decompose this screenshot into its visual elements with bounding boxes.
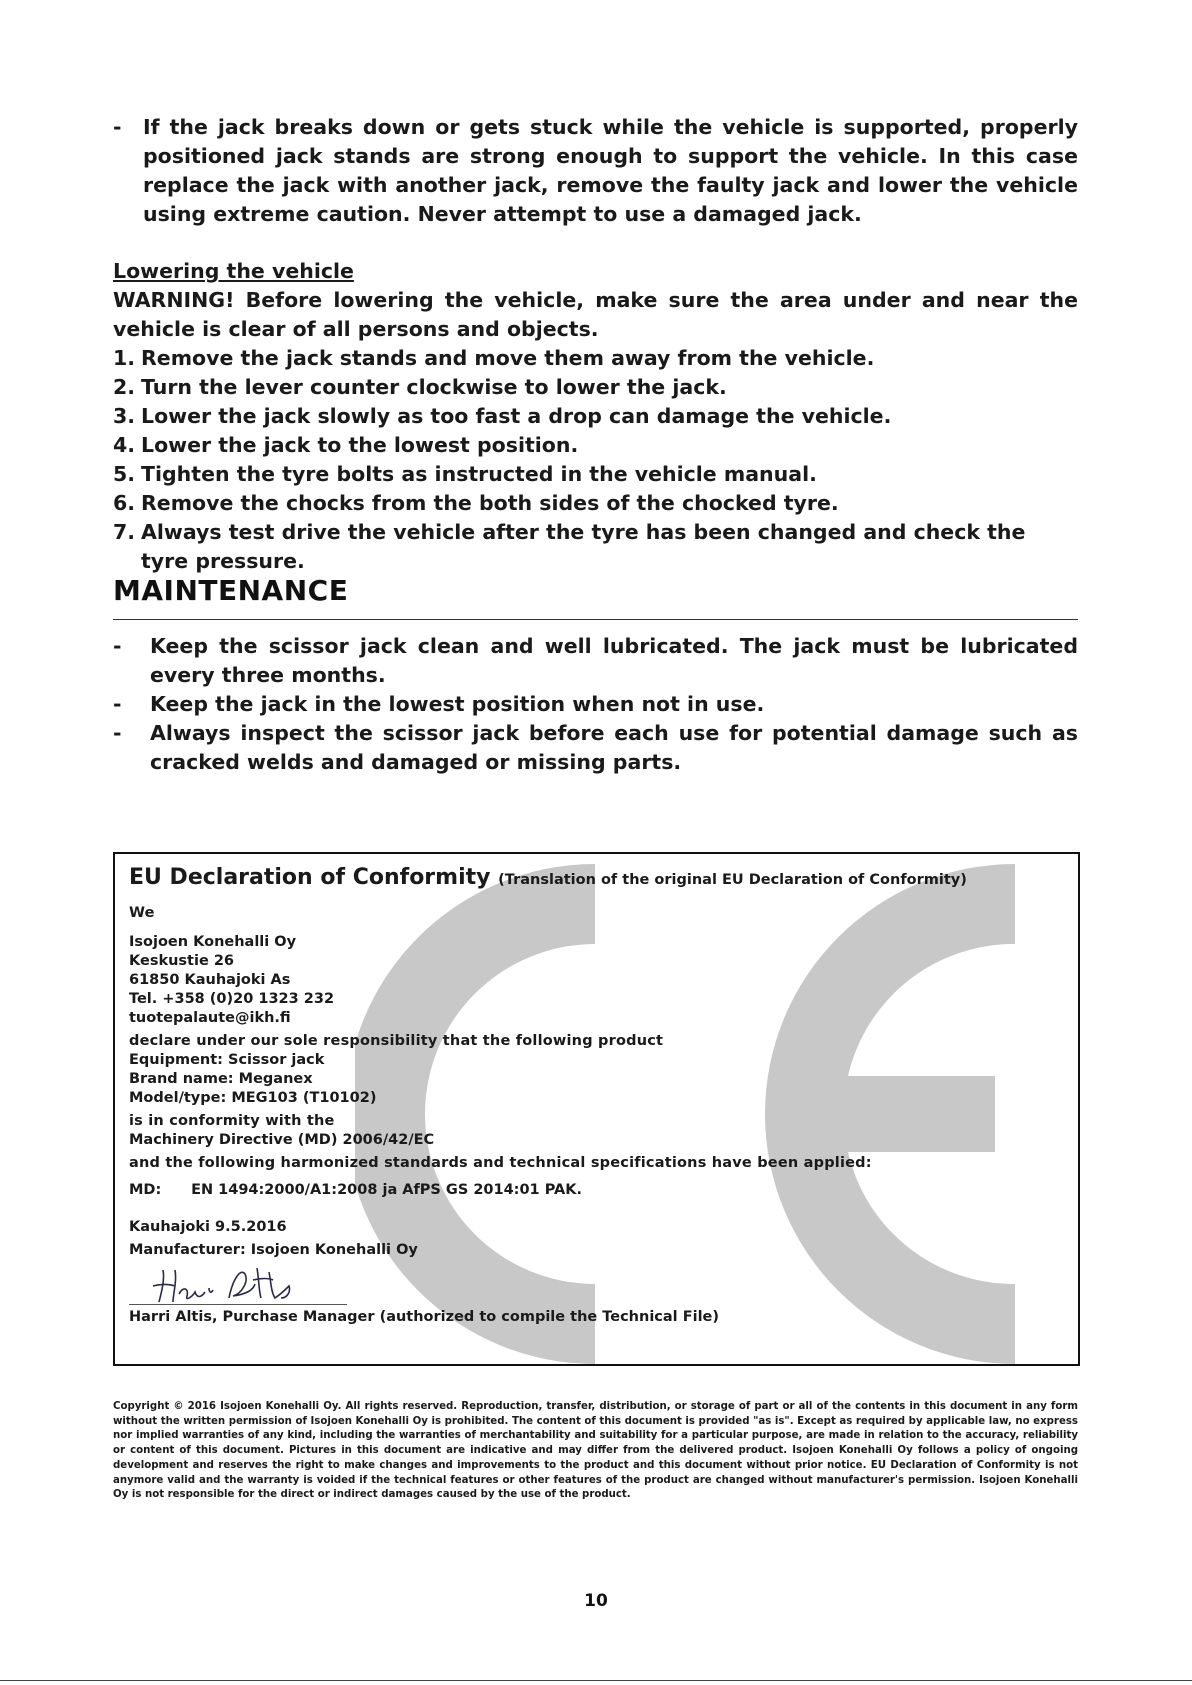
address-line: Keskustie 26	[129, 953, 235, 969]
signature-icon	[149, 1264, 299, 1306]
signature-line	[129, 1304, 347, 1305]
manufacturer-line: Manufacturer: Isojoen Konehalli Oy	[129, 1242, 418, 1258]
signature-area	[129, 1264, 1059, 1308]
list-item	[113, 344, 1078, 373]
declaration-content	[129, 864, 1059, 1327]
upper-section	[113, 113, 1078, 576]
product-info	[129, 1051, 1059, 1108]
address-line: Tel. +358 (0)20 1323 232	[129, 991, 335, 1007]
maintenance-list	[113, 632, 1078, 777]
step-text: Remove the jack stands and move them away from the vehicle.	[141, 346, 875, 370]
md-value: EN 1494:2000/A1:2008 ja AfPS GS 2014:01 PAK.	[191, 1182, 582, 1198]
list-item	[113, 518, 1078, 576]
maintenance-text: Always inspect the scissor jack before each use for potential damage such as cracked welds and damaged or missing parts.	[150, 721, 1078, 774]
bullet-dash: -	[113, 634, 122, 658]
jack-failure-text: If the jack breaks down or gets stuck while the vehicle is supported, properly positioned jack stands are strong enough to support the vehicle. In this case replace the jack with another jack, remove the faulty jack and lower the vehicle using extreme caution. Never attempt to use a damaged jack.	[143, 115, 1078, 226]
declare-line: declare under our sole responsibility that the following product	[129, 1033, 664, 1049]
step-text: Remove the chocks from the both sides of the chocked tyre.	[141, 491, 839, 515]
company-address	[129, 933, 1059, 1028]
step-number: 3.	[113, 404, 136, 428]
lowering-heading: Lowering the vehicle	[113, 259, 354, 283]
maintenance-text: Keep the jack in the lowest position when not in use.	[150, 692, 765, 716]
step-text: Always test drive the vehicle after the tyre has been changed and check the tyre pressure.	[141, 520, 1026, 573]
declaration-title-line	[129, 864, 1059, 894]
list-item	[113, 690, 1078, 719]
step-number: 4.	[113, 433, 136, 457]
lowering-steps	[113, 344, 1078, 576]
signatory-line: Harri Altis, Purchase Manager (authorized to compile the Technical File)	[129, 1309, 720, 1325]
place-date: Kauhajoki 9.5.2016	[129, 1219, 287, 1235]
eu-declaration-box	[113, 852, 1080, 1366]
step-number: 7.	[113, 520, 136, 544]
lowering-warning: WARNING! Before lowering the vehicle, make sure the area under and near the vehicle is clear of all persons and objects.	[113, 288, 1078, 341]
list-item	[113, 719, 1078, 777]
copyright-notice: Copyright © 2016 Isojoen Konehalli Oy. All rights reserved. Reproduction, transfer, distribution, or storage of part or all of the contents in this document in any form without the written permission of Isojoen Konehalli Oy is prohibited. The content of this document is provided "as is". Except as required by applicable law, no express nor implied warranties of any kind, including the warranties of merchantability and suitability for a particular purpose, are made in relation to the accuracy, reliability or content of this document. Pictures in this document are indicative and may differ from the delivered product. Isojoen Konehalli Oy follows a policy of ongoing development and reserves the right to make changes and improvements to the product and this document without prior notice. EU Declaration of Conformity is not anymore valid and the warranty is voided if the technical features or other features of the product are changed without manufacturer's permission. Isojoen Konehalli Oy is not responsible for the direct or indirect damages caused by the use of the product.	[113, 1401, 1078, 1501]
declaration-title: EU Declaration of Conformity	[129, 865, 491, 890]
page-bottom-rule	[0, 1680, 1192, 1681]
list-item	[113, 632, 1078, 690]
maintenance-text: Keep the scissor jack clean and well lubricated. The jack must be lubricated every three months.	[150, 634, 1078, 687]
list-item	[113, 489, 1078, 518]
declaration-subtitle: (Translation of the original EU Declaration of Conformity)	[498, 872, 967, 888]
md-label: MD:	[129, 1182, 162, 1198]
bullet-dash: -	[113, 692, 122, 716]
maintenance-heading: MAINTENANCE	[113, 574, 349, 607]
product-line: Equipment: Scissor jack	[129, 1052, 325, 1068]
step-number: 1.	[113, 346, 136, 370]
step-number: 2.	[113, 375, 136, 399]
list-item	[113, 373, 1078, 402]
list-item	[113, 460, 1078, 489]
heading-rule	[113, 619, 1078, 620]
step-number: 5.	[113, 462, 136, 486]
step-text: Turn the lever counter clockwise to lower the jack.	[141, 375, 727, 399]
product-line: Brand name: Meganex	[129, 1071, 313, 1087]
address-line: Isojoen Konehalli Oy	[129, 934, 297, 950]
we-label: We	[129, 905, 155, 921]
conformity-line: is in conformity with the	[129, 1113, 335, 1129]
step-text: Tighten the tyre bolts as instructed in the vehicle manual.	[141, 462, 817, 486]
jack-failure-note	[113, 113, 1078, 229]
step-text: Lower the jack to the lowest position.	[141, 433, 579, 457]
step-text: Lower the jack slowly as too fast a drop can damage the vehicle.	[141, 404, 892, 428]
step-number: 6.	[113, 491, 136, 515]
page-number: 10	[584, 1591, 608, 1611]
standards-line: and the following harmonized standards and technical specifications have been applied:	[129, 1155, 872, 1171]
product-line: Model/type: MEG103 (T10102)	[129, 1090, 377, 1106]
list-item	[113, 431, 1078, 460]
bullet-dash: -	[113, 721, 122, 745]
md-row	[129, 1181, 1059, 1200]
address-line: tuotepalaute@ikh.fi	[129, 1010, 291, 1026]
directive-line: Machinery Directive (MD) 2006/42/EC	[129, 1132, 435, 1148]
address-line: 61850 Kauhajoki As	[129, 972, 291, 988]
list-item	[113, 402, 1078, 431]
bullet-dash: -	[113, 115, 122, 139]
